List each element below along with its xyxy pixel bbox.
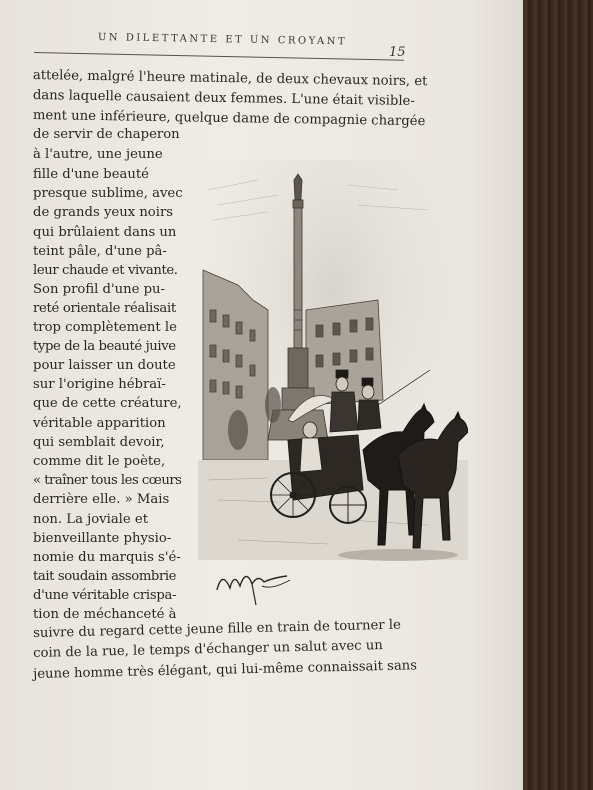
text-line: « traîner tous les cœurs xyxy=(33,473,182,488)
text-line: de servir de chaperon xyxy=(33,127,180,142)
text-line: jeune homme très élégant, qui lui-même connaissait sans xyxy=(33,658,418,682)
page-number: 15 xyxy=(389,45,406,60)
text-line: reté orientale réalisait xyxy=(33,301,176,316)
text-line: attelée, malgré l'heure matinale, de deux chevaux noirs, et xyxy=(32,68,428,90)
text-line: leur chaude et vivante. xyxy=(33,263,178,278)
text-line: véritable apparition xyxy=(33,416,166,431)
text-line: presque sublime, avec xyxy=(33,186,183,201)
text-line: type de la beauté juive xyxy=(33,339,176,354)
header-rule xyxy=(34,52,404,61)
text-line: bienveillante physio- xyxy=(33,531,172,546)
text-line: que de cette créature, xyxy=(33,396,182,411)
carriage-illustration xyxy=(198,160,468,620)
text-line: qui brûlaient dans un xyxy=(33,225,177,240)
text-line: non. La joviale et xyxy=(33,512,148,527)
text-line: fille d'une beauté xyxy=(33,167,149,182)
text-line: comme dit le poète, xyxy=(33,454,166,469)
text-line: nomie du marquis s'é- xyxy=(33,550,181,565)
text-line: à l'autre, une jeune xyxy=(33,147,163,162)
text-line: suivre du regard cette jeune fille en train de tourner le xyxy=(33,617,401,641)
text-line: sur l'origine hébraï- xyxy=(33,377,166,392)
wooden-table xyxy=(523,0,593,790)
text-line: d'une véritable crispa- xyxy=(33,588,177,603)
text-line: Son profil d'une pu- xyxy=(33,282,165,297)
text-line: coin de la rue, le temps d'échanger un salut avec un xyxy=(33,638,383,661)
text-line: ment une inférieure, quelque dame de compagnie chargée xyxy=(32,108,426,130)
text-line: pour laisser un doute xyxy=(33,358,176,373)
text-line: tion de méchanceté à xyxy=(33,607,177,622)
text-line: qui semblait devoir, xyxy=(33,435,165,450)
text-line: teint pâle, d'une pâ- xyxy=(33,244,167,259)
text-line: de grands yeux noirs xyxy=(33,205,174,220)
text-line: derrière elle. » Mais xyxy=(33,492,170,507)
artist-signature xyxy=(212,560,302,610)
running-title: UN DILETTANTE ET UN CROYANT xyxy=(97,32,348,48)
text-line: trop complètement le xyxy=(33,320,177,335)
text-line: dans laquelle causaient deux femmes. L'une était visible- xyxy=(32,88,415,109)
text-line: tait soudain assombrie xyxy=(33,569,177,584)
